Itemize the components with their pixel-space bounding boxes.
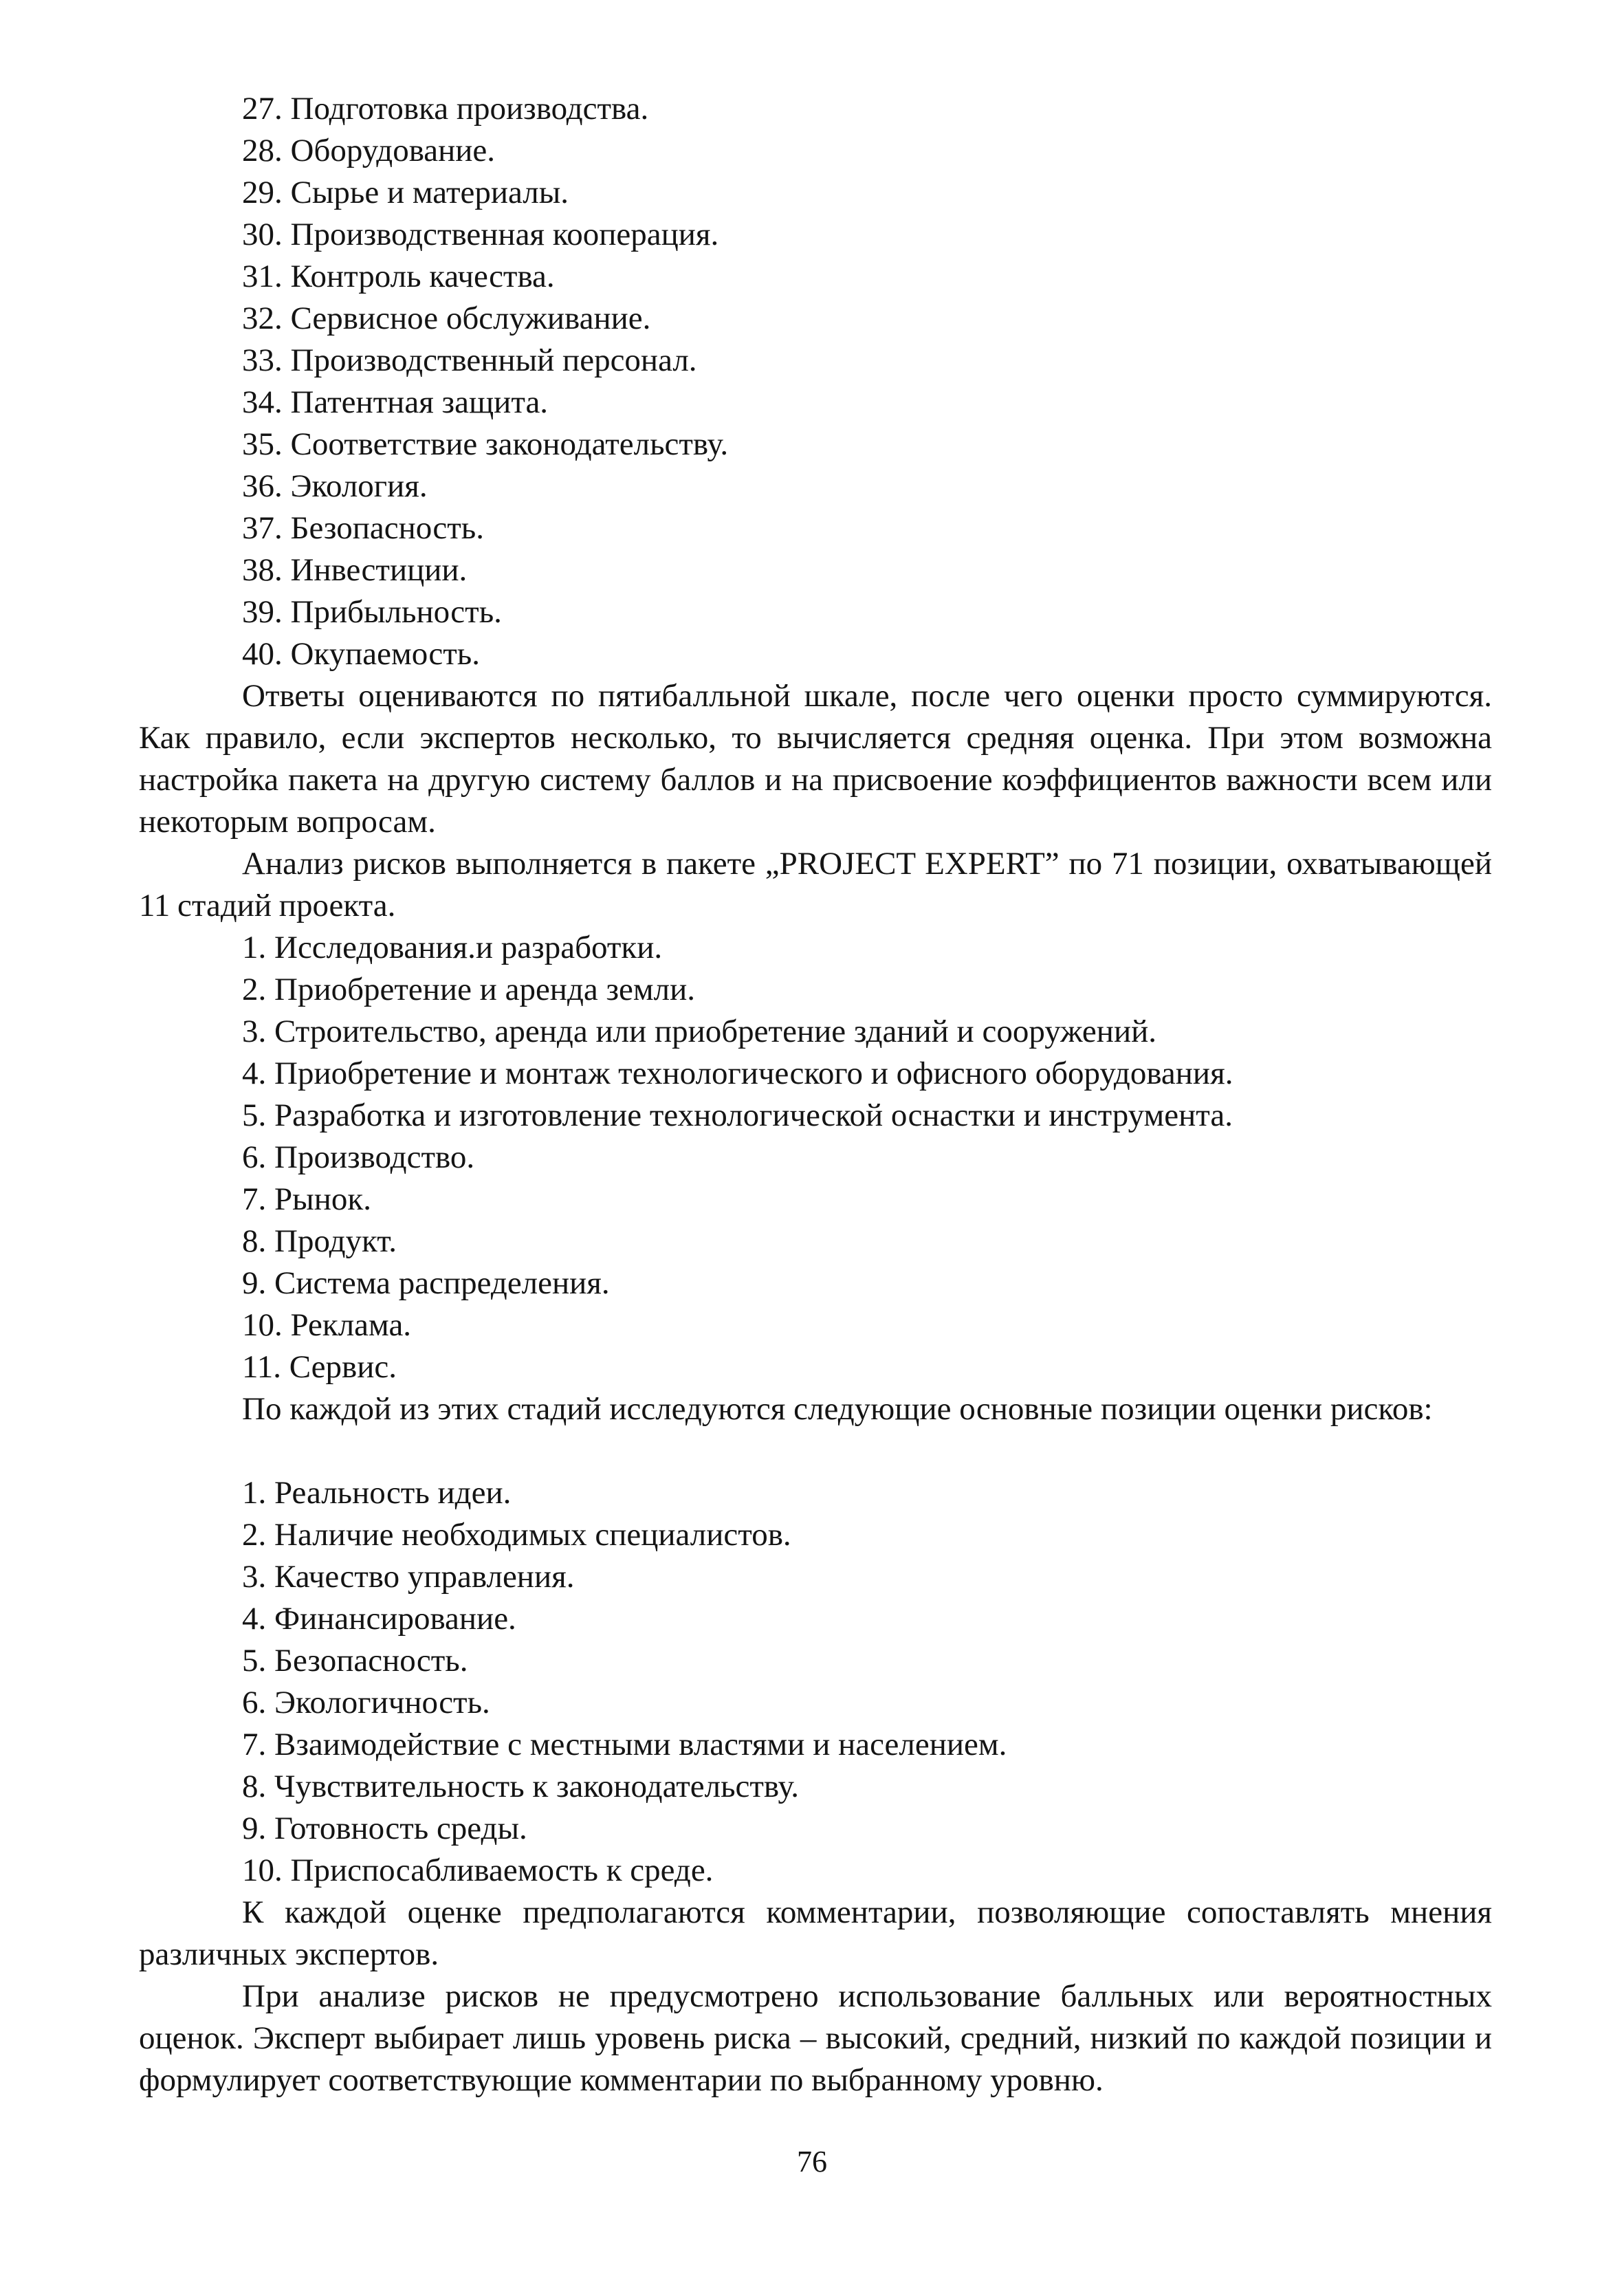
list-item: 40. Окупаемость. — [242, 636, 480, 672]
list-item: 39. Прибыльность. — [242, 594, 502, 630]
list-item: 6. Экологичность. — [242, 1685, 490, 1720]
list-item: 6. Производство. — [242, 1139, 475, 1175]
list-item: 10. Реклама. — [242, 1307, 412, 1343]
list-item: 29. Сырье и материалы. — [242, 175, 569, 210]
list-item: 9. Готовность среды. — [242, 1811, 527, 1846]
paragraph-risk-intro: Анализ рисков выполняется в пакете „PROJECT EXPERT” по 71 позиции, охватывающей 11 стадий проекта. — [139, 846, 1492, 923]
list-item: 28. Оборудование. — [242, 133, 496, 168]
list-item: 1. Реальность идеи. — [242, 1475, 512, 1511]
list-item: 33. Производственный персонал. — [242, 342, 697, 378]
list-item: 7. Рынок. — [242, 1181, 371, 1217]
list-item: 4. Финансирование. — [242, 1601, 516, 1637]
list-item: 34. Патентная защита. — [242, 384, 549, 420]
list-item: 30. Производственная кооперация. — [242, 217, 719, 252]
list-item: 9. Система распределения. — [242, 1265, 610, 1301]
paragraph-positions-intro: По каждой из этих стадий исследуются следующие основные позиции оценки рисков: — [242, 1391, 1433, 1427]
list-item: 10. Приспосабливаемость к среде. — [242, 1852, 714, 1888]
list-item: 32. Сервисное обслуживание. — [242, 300, 651, 336]
list-item: 3. Качество управления. — [242, 1559, 575, 1595]
list-item: 37. Безопасность. — [242, 510, 484, 546]
list-item: 7. Взаимодействие с местными властями и населением. — [242, 1727, 1007, 1762]
list-item: 38. Инвестиции. — [242, 552, 468, 588]
positions-list — [242, 1472, 1007, 1892]
stages-list — [242, 927, 1233, 1388]
list-item: 3. Строительство, аренда или приобретение зданий и сооружений. — [242, 1014, 1156, 1049]
paragraph-comments: К каждой оценке предполагаются комментарии, позволяющие сопоставлять мнения различных экспертов. — [139, 1894, 1492, 1972]
list-item: 2. Наличие необходимых специалистов. — [242, 1517, 791, 1553]
criteria-list — [242, 88, 728, 675]
list-item: 5. Безопасность. — [242, 1643, 468, 1679]
list-item: 8. Чувствительность к законодательству. — [242, 1769, 800, 1804]
list-item: 5. Разработка и изготовление технологической оснастки и инструмента. — [242, 1097, 1233, 1133]
list-item: 2. Приобретение и аренда земли. — [242, 972, 696, 1007]
list-item: 11. Сервис. — [242, 1349, 397, 1385]
list-item: 35. Соответствие законодательству. — [242, 426, 729, 462]
page-number: 76 — [797, 2145, 827, 2178]
list-item: 36. Экология. — [242, 468, 428, 504]
paragraph-levels: При анализе рисков не предусмотрено использование балльных или вероятностных оценок. Эксперт выбирает лишь уровень риска – высокий, средний, низкий по каждой позиции и формулирует соответствующие комментарии по выбранному уровню. — [139, 1978, 1492, 2098]
list-item: 8. Продукт. — [242, 1223, 397, 1259]
list-item: 27. Подготовка производства. — [242, 91, 649, 127]
list-item: 4. Приобретение и монтаж технологического и офисного оборудования. — [242, 1056, 1233, 1091]
list-item: 31. Контроль качества. — [242, 259, 555, 294]
list-item: 1. Исследования.и разработки. — [242, 930, 663, 965]
paragraph-scoring: Ответы оцениваются по пятибалльной шкале, после чего оценки просто суммируются. Как правило, если экспертов несколько, то вычисляется средняя оценка. При этом возможна настройка пакета на другую систему баллов и на присвоение коэффициентов важности всем или некоторым вопросам. — [139, 678, 1492, 840]
